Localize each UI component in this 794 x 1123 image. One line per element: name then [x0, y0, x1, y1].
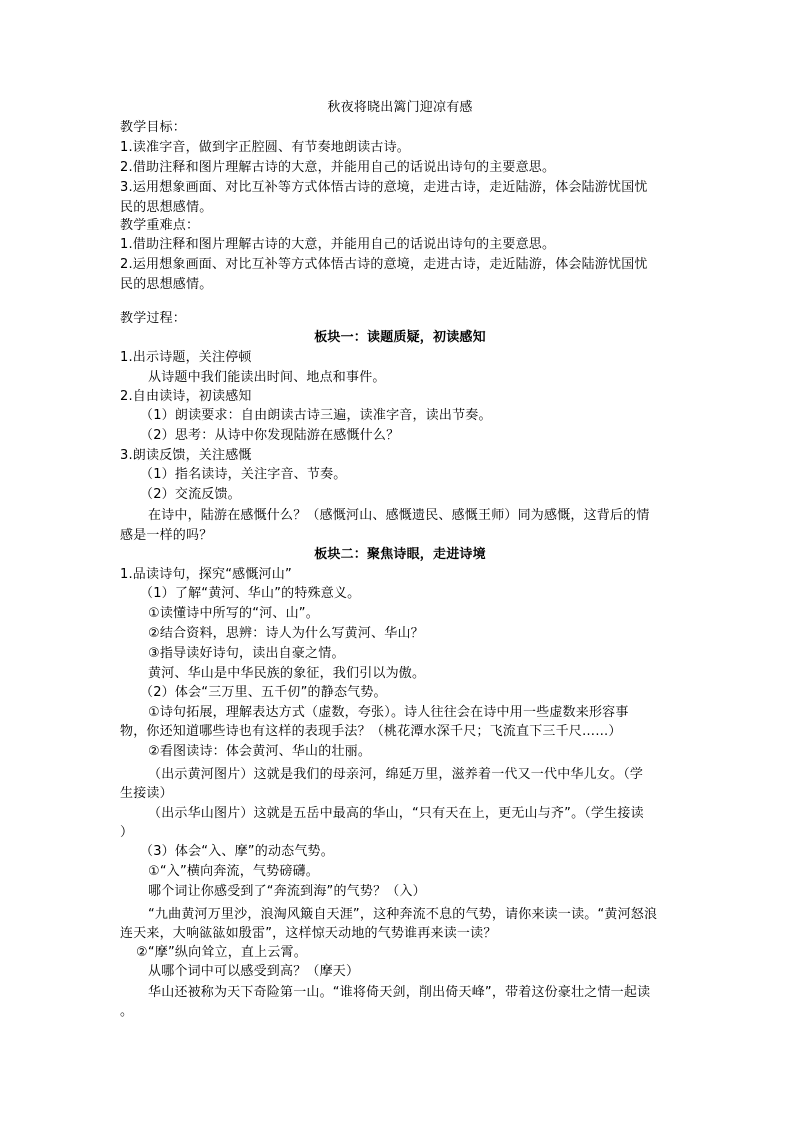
- text-line: 2.运用想象画面、对比互补等方式体悟古诗的意境，走进古诗，走近陆游，体会陆游忧国忧: [120, 257, 648, 272]
- text-line: 从哪个词中可以感受到高？（摩天）: [148, 964, 360, 979]
- text-line: 在诗中，陆游在感慨什么？（感慨河山、感慨遗民、感慨王师）同为感慨，这背后的情: [148, 508, 650, 523]
- block-heading: 板块一：读题质疑，初读感知: [314, 330, 486, 345]
- text-line: 民的思想感情。: [120, 200, 213, 215]
- text-line: 感是一样的吗？: [120, 528, 213, 543]
- text-line: 1.读准字音，做到字正腔圆、有节奏地朗读古诗。: [120, 140, 411, 155]
- section-heading: 教学目标：: [120, 120, 187, 135]
- text-line: 2.借助注释和图片理解古诗的大意，并能用自己的话说出诗句的主要意思。: [120, 160, 556, 175]
- text-line: 哪个词让你感受到了“奔流到海”的气势？（入）: [148, 884, 426, 899]
- text-line: ③指导读好诗句，读出自豪之情。: [148, 646, 345, 661]
- text-line: （2）思考：从诗中你发现陆游在感慨什么？: [140, 428, 400, 443]
- text-line: ①读懂诗中所写的“河、山”。: [148, 606, 319, 621]
- text-line: 1.品读诗句，探究“感慨河山”: [120, 567, 292, 582]
- document-title: 秋夜将晓出篱门迎凉有感: [327, 100, 473, 115]
- text-line: （出示华山图片）这就是五岳中最高的华山，“只有天在上，更无山与齐”。（学生接读: [148, 806, 644, 821]
- section-heading: 教学重难点：: [120, 218, 200, 233]
- text-line: 华山还被称为天下奇险第一山。“谁将倚天剑，削出倚天峰”，带着这份豪壮之情一起读: [148, 985, 651, 1000]
- text-line: 黄河、华山是中华民族的象征，我们引以为傲。: [148, 666, 426, 681]
- text-line: 3.朗读反馈，关注感慨: [120, 448, 252, 463]
- text-line: 从诗题中我们能读出时间、地点和事件。: [148, 370, 386, 385]
- section-heading: 教学过程：: [120, 311, 187, 326]
- text-line: （2）体会“三万里、五千仞”的静态气势。: [140, 685, 387, 700]
- text-line: 1.出示诗题，关注停顿: [120, 350, 252, 365]
- text-line: （出示黄河图片）这就是我们的母亲河，绵延万里，滋养着一代又一代中华儿女。（学: [148, 767, 644, 782]
- text-line: ②看图读诗：体会黄河、华山的壮丽。: [148, 744, 372, 759]
- block-heading: 板块二：聚焦诗眼，走进诗境: [314, 547, 486, 562]
- text-line: （1）了解“黄河、华山”的特殊意义。: [140, 586, 361, 601]
- text-line: 1.借助注释和图片理解古诗的大意，并能用自己的话说出诗句的主要意思。: [120, 237, 556, 252]
- text-line: ）: [120, 825, 134, 840]
- text-line: 生接读）: [120, 786, 173, 801]
- text-line: ①“入”横向奔流，气势磅礴。: [148, 864, 319, 879]
- text-line: ①诗句拓展，理解表达方式（虚数，夸张）。诗人往往会在诗中用一些虚数来形容事: [148, 705, 629, 720]
- text-line: （1）朗读要求：自由朗读古诗三遍，读准字音，读出节奏。: [140, 408, 492, 423]
- text-line: ②“摩”纵向耸立，直上云霄。: [136, 945, 307, 960]
- text-line: ②结合资料，思辨：诗人为什么写黄河、华山？: [148, 626, 424, 641]
- text-line: （3）体会“入、摩”的动态气势。: [140, 844, 334, 859]
- text-line: “九曲黄河万里沙，浪淘风簸自天涯”，这种奔流不息的气势，请你来读一读。“黄河怒浪: [148, 907, 658, 922]
- text-line: 连天来，大响谹谹如殷雷”，这样惊天动地的气势谁再来读一读？: [120, 926, 497, 941]
- text-line: 3.运用想象画面、对比互补等方式体悟古诗的意境，走进古诗，走近陆游，体会陆游忧国忧: [120, 180, 648, 195]
- text-line: 民的思想感情。: [120, 277, 213, 292]
- text-line: （2）交流反馈。: [140, 487, 241, 502]
- text-line: （1）指名读诗，关注字音、节奏。: [140, 467, 347, 482]
- text-line: 。: [120, 1004, 134, 1019]
- text-line: 物，你还知道哪些诗也有这样的表现手法？（桃花潭水深千尺；飞流直下三千尺……）: [120, 724, 622, 739]
- text-line: 2.自由读诗，初读感知: [120, 389, 252, 404]
